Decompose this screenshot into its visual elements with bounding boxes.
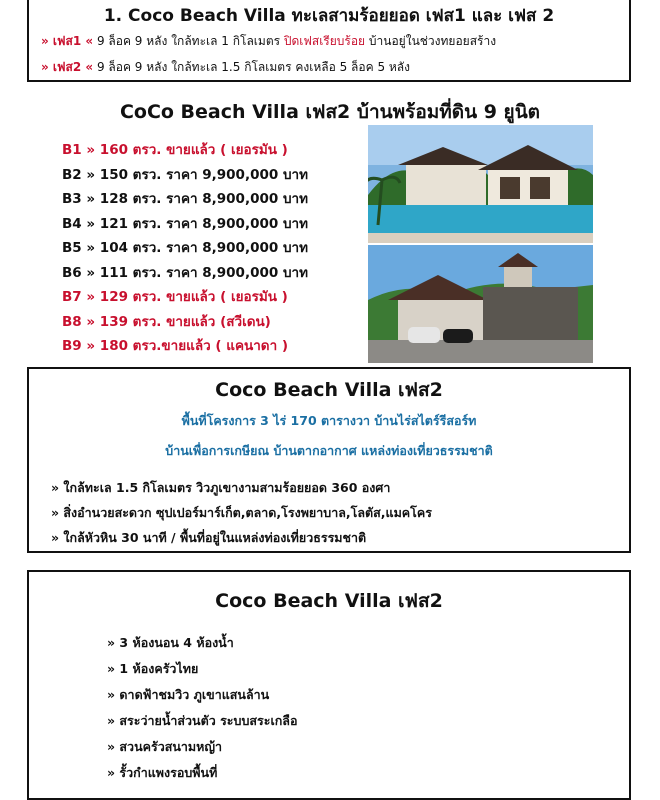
villa-pool-photo: [368, 125, 593, 243]
project-bullets: [51, 475, 629, 550]
lot-item: B1 » 160 ตรว. ขายแล้ว ( เยอรมัน ): [62, 142, 288, 158]
feature-item: » สระว่ายน้ำส่วนตัว ระบบสระเกลือ: [107, 713, 298, 728]
phase-summary-box: [27, 0, 631, 82]
phase-summary-title: 1. Coco Beach Villa ทะเลสามร้อยยอด เฟส1 และ เฟส 2: [103, 6, 555, 26]
lot-item: B4 » 121 ตรว. ราคา 8,900,000 บาท: [62, 215, 309, 232]
phase1-tail: บ้านอยู่ในช่วงทยอยสร้าง: [365, 34, 497, 48]
project-info-box: [27, 367, 631, 553]
units-title: CoCo Beach Villa เฟส2 บ้านพร้อมที่ดิน 9 ยูนิต: [119, 101, 541, 123]
lot-item: B8 » 139 ตรว. ขายแล้ว (สวีเดน): [62, 313, 271, 330]
phase1-status: ปิดเฟสเรียบร้อย: [283, 34, 366, 48]
feature-list: [107, 630, 629, 786]
bullet-item: » ใกล้ทะเล 1.5 กิโลเมตร วิวภูเขางามสามร้อยยอด 360 องศา: [51, 480, 391, 495]
lot-item: B6 » 111 ตรว. ราคา 8,900,000 บาท: [62, 264, 309, 281]
feature-item: » ดาดฟ้าชมวิว ภูเขาแสนล้าน: [107, 687, 270, 702]
phase2-tag: » เฟส2 «: [41, 60, 94, 74]
bullet-item: » สิ่งอำนวยสะดวก ซุปเปอร์มาร์เก็ต,ตลาด,โรงพยาบาล,โลตัส,แมคโคร: [51, 505, 432, 520]
bullet-item: » ใกล้หัวหิน 30 นาที / พื้นที่อยู่ในแหล่งท่องเที่ยวธรรมชาติ: [51, 530, 367, 545]
project-info-title: Coco Beach Villa เฟส2: [215, 379, 443, 401]
phase1-tag: » เฟส1 «: [41, 34, 94, 48]
phase2-desc: 9 ล็อค 9 หลัง ใกล้ทะเล 1.5 กิโลเมตร คงเหลือ 5 ล็อค 5 หลัง: [93, 60, 411, 74]
lot-item: B5 » 104 ตรว. ราคา 8,900,000 บาท: [62, 240, 309, 256]
feature-item: » รั้วกำแพงรอบพื้นที่: [107, 765, 218, 780]
features-title: Coco Beach Villa เฟส2: [215, 590, 443, 612]
villa-front-photo: [368, 245, 593, 363]
project-purpose-text: บ้านเพื่อการเกษียณ บ้านตากอากาศ แหล่งท่องเที่ยวธรรมชาติ: [165, 443, 493, 458]
project-area-text: พื้นที่โครงการ 3 ไร่ 170 ตารางวา บ้านไร่สไตร์รีสอร์ท: [181, 413, 477, 428]
features-box: [27, 570, 631, 800]
lot-item: B9 » 180 ตรว.ขายแล้ว ( แคนาดา ): [62, 338, 289, 354]
phase1-desc: 9 ล็อค 9 หลัง ใกล้ทะเล 1 กิโลเมตร: [93, 34, 284, 48]
lot-list: [62, 138, 308, 359]
feature-item: » 1 ห้องครัวไทย: [107, 661, 199, 676]
lot-item: B2 » 150 ตรว. ราคา 9,900,000 บาท: [62, 166, 309, 183]
phase1-line: [41, 32, 629, 51]
lot-item: B7 » 129 ตรว. ขายแล้ว ( เยอรมัน ): [62, 289, 288, 305]
feature-item: » 3 ห้องนอน 4 ห้องน้ำ: [107, 635, 234, 650]
phase2-line: [41, 58, 629, 77]
feature-item: » สวนครัวสนามหญ้า: [107, 739, 223, 754]
lot-item: B3 » 128 ตรว. ราคา 8,900,000 บาท: [62, 191, 309, 207]
